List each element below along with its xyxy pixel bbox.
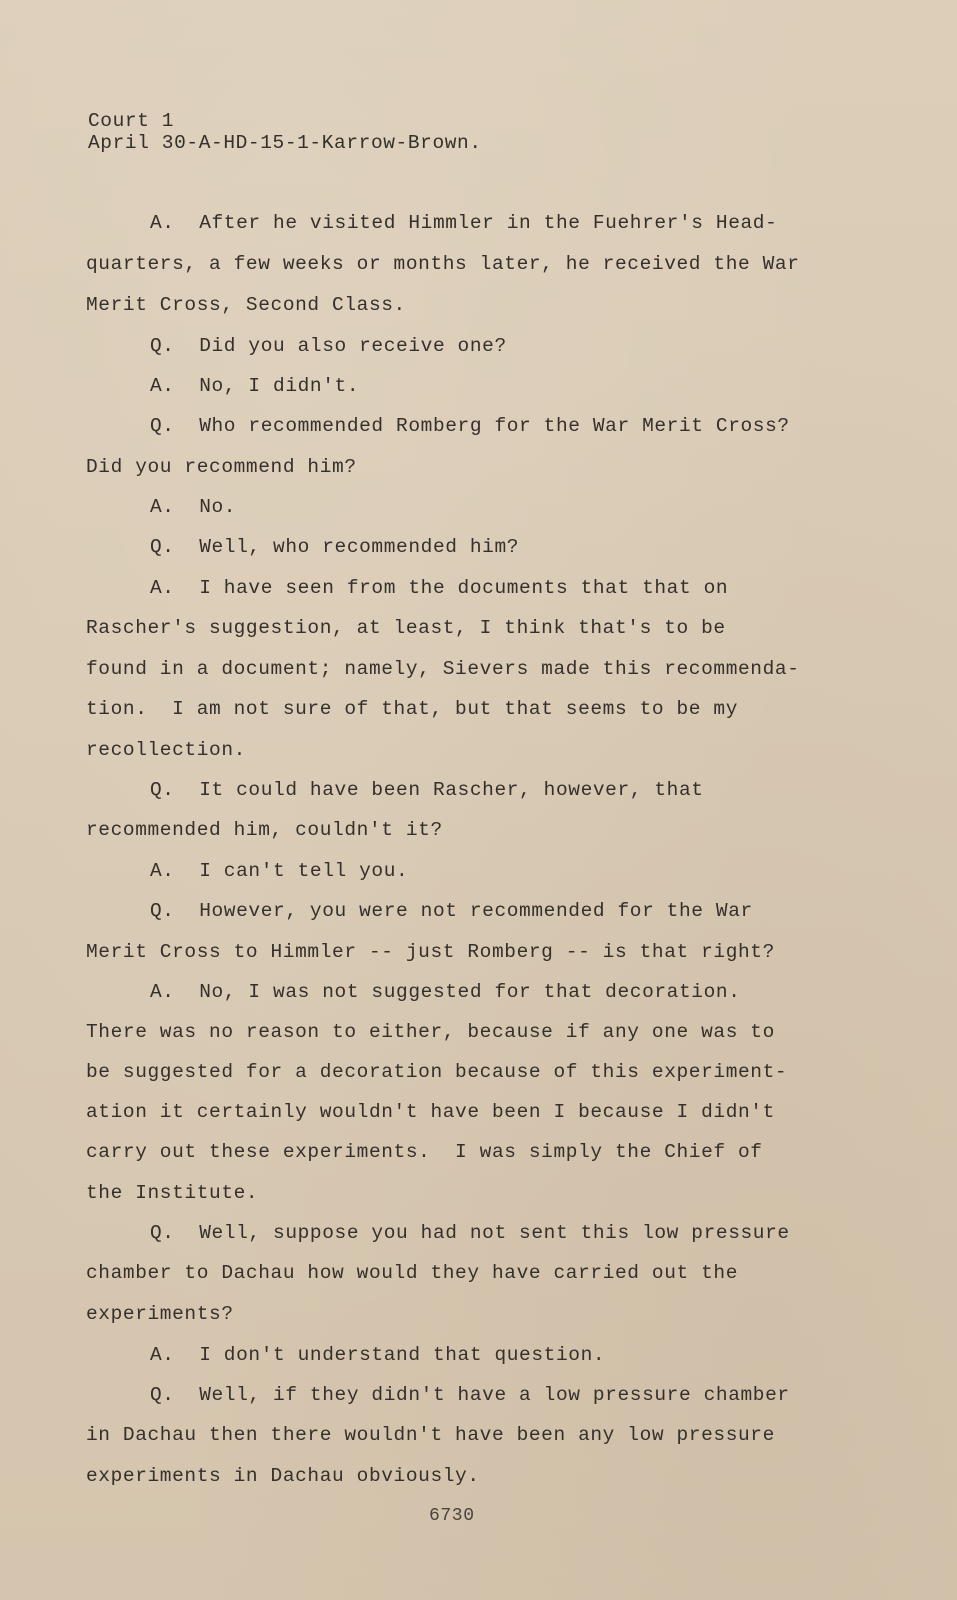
transcript-line: A. I don't understand that question.	[150, 1344, 606, 1366]
transcript-line: found in a document; namely, Sievers made this recommenda-	[86, 658, 800, 680]
transcript-line: the Institute.	[86, 1182, 259, 1204]
transcript-line: recollection.	[86, 739, 246, 761]
transcript-line: A. No, I didn't.	[150, 375, 360, 397]
court-label: Court 1	[88, 110, 175, 132]
transcript-line: Rascher's suggestion, at least, I think that's to be	[86, 617, 726, 639]
transcript-line: recommended him, couldn't it?	[86, 819, 443, 841]
transcript-line: Q. Well, who recommended him?	[150, 536, 520, 558]
transcript-line: Merit Cross, Second Class.	[86, 294, 406, 316]
transcript-line: Q. It could have been Rascher, however, that	[150, 779, 704, 801]
transcript-line: experiments?	[86, 1303, 234, 1325]
docket-line: April 30-A-HD-15-1-Karrow-Brown.	[88, 132, 482, 154]
transcript-line: Q. However, you were not recommended for the War	[150, 900, 753, 922]
transcript-line: be suggested for a decoration because of this experiment-	[86, 1061, 788, 1083]
transcript-line: Q. Well, suppose you had not sent this low pressure	[150, 1222, 790, 1244]
transcript-line: carry out these experiments. I was simply the Chief of	[86, 1141, 763, 1163]
transcript-line: A. No.	[150, 496, 237, 518]
transcript-line: in Dachau then there wouldn't have been any low pressure	[86, 1424, 775, 1446]
transcript-line: Q. Did you also receive one?	[150, 335, 507, 357]
transcript-line: Did you recommend him?	[86, 456, 357, 478]
transcript-line: A. I can't tell you.	[150, 860, 409, 882]
transcript-line: A. I have seen from the documents that that on	[150, 577, 729, 599]
page-number: 6730	[429, 1506, 475, 1526]
transcript-line: chamber to Dachau how would they have carried out the	[86, 1262, 739, 1284]
transcript-line: A. No, I was not suggested for that decoration.	[150, 981, 741, 1003]
transcript-line: A. After he visited Himmler in the Fuehrer's Head-	[150, 212, 778, 234]
transcript-line: tion. I am not sure of that, but that seems to be my	[86, 698, 739, 720]
transcript-line: There was no reason to either, because if any one was to	[86, 1021, 775, 1043]
transcript-line: ation it certainly wouldn't have been I because I didn't	[86, 1101, 775, 1123]
transcript-line: quarters, a few weeks or months later, he received the War	[86, 253, 800, 275]
transcript-line: Q. Well, if they didn't have a low pressure chamber	[150, 1384, 790, 1406]
transcript-line: Q. Who recommended Romberg for the War Merit Cross?	[150, 415, 790, 437]
transcript-line: experiments in Dachau obviously.	[86, 1465, 480, 1487]
transcript-line: Merit Cross to Himmler -- just Romberg -- is that right?	[86, 941, 775, 963]
